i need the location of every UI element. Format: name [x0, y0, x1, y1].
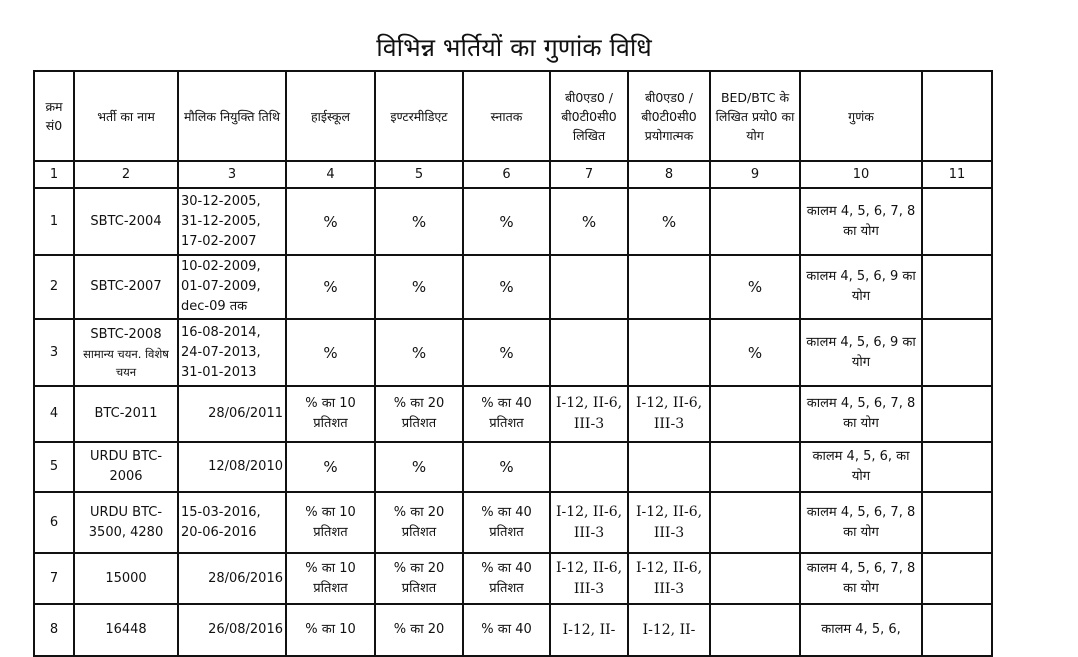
- empty-cell: [922, 319, 992, 386]
- written-cell: I-12, II-6, III-3: [550, 492, 628, 553]
- gunank-cell: कालम 4, 5, 6, 9 का योग: [800, 319, 922, 386]
- highschool-cell: % का 10 प्रतिशत: [286, 553, 375, 604]
- highschool-cell: %: [286, 188, 375, 255]
- header-cell: हाईस्कूल: [286, 71, 375, 161]
- written-cell: %: [550, 188, 628, 255]
- written-cell: [550, 255, 628, 319]
- table-row: [34, 442, 992, 492]
- practical-cell: [628, 442, 710, 492]
- column-number: 10: [800, 161, 922, 188]
- serial-cell: 5: [34, 442, 74, 492]
- sum-cell: [710, 188, 800, 255]
- date-cell: 30-12-2005, 31-12-2005, 17-02-2007: [178, 188, 286, 255]
- written-cell: I-12, II-6, III-3: [550, 553, 628, 604]
- name-cell: URDU BTC-3500, 4280: [74, 492, 178, 553]
- empty-cell: [922, 604, 992, 656]
- intermediate-cell: % का 20 प्रतिशत: [375, 553, 463, 604]
- column-number: 7: [550, 161, 628, 188]
- header-cell: क्रम सं0: [34, 71, 74, 161]
- gunank-cell: कालम 4, 5, 6, 9 का योग: [800, 255, 922, 319]
- empty-cell: [922, 553, 992, 604]
- highschool-cell: %: [286, 442, 375, 492]
- intermediate-cell: %: [375, 319, 463, 386]
- gunank-cell: कालम 4, 5, 6,: [800, 604, 922, 656]
- table-row: [34, 255, 992, 319]
- gunank-cell: कालम 4, 5, 6, 7, 8 का योग: [800, 188, 922, 255]
- page-title: विभिन्न भर्तियों का गुणांक विधि: [376, 33, 652, 62]
- graduation-cell: % का 40: [463, 604, 550, 656]
- graduation-cell: %: [463, 255, 550, 319]
- graduation-cell: %: [463, 188, 550, 255]
- date-cell: 28/06/2011: [178, 386, 286, 442]
- intermediate-cell: % का 20 प्रतिशत: [375, 492, 463, 553]
- header-cell: बी0एड0 / बी0टी0सी0 लिखित: [550, 71, 628, 161]
- gunank-cell: कालम 4, 5, 6, 7, 8 का योग: [800, 492, 922, 553]
- header-cell: गुणंक: [800, 71, 922, 161]
- sum-cell: [710, 442, 800, 492]
- header-cell: स्नातक: [463, 71, 550, 161]
- header-row: [34, 71, 992, 161]
- column-number: 4: [286, 161, 375, 188]
- column-number: 11: [922, 161, 992, 188]
- practical-cell: I-12, II-6, III-3: [628, 386, 710, 442]
- sum-cell: [710, 553, 800, 604]
- practical-cell: %: [628, 188, 710, 255]
- column-number-row: [34, 161, 992, 188]
- graduation-cell: %: [463, 442, 550, 492]
- serial-cell: 1: [34, 188, 74, 255]
- name-cell: SBTC-2007: [74, 255, 178, 319]
- gunank-cell: कालम 4, 5, 6, 7, 8 का योग: [800, 553, 922, 604]
- column-number: 9: [710, 161, 800, 188]
- sum-cell: [710, 604, 800, 656]
- written-cell: [550, 442, 628, 492]
- date-cell: 10-02-2009, 01-07-2009, dec-09 तक: [178, 255, 286, 319]
- column-number: 3: [178, 161, 286, 188]
- column-number: 8: [628, 161, 710, 188]
- name-cell: URDU BTC-2006: [74, 442, 178, 492]
- table-row: [34, 188, 992, 255]
- written-cell: I-12, II-6, III-3: [550, 386, 628, 442]
- sum-cell: [710, 386, 800, 442]
- table-row: [34, 553, 992, 604]
- empty-cell: [922, 442, 992, 492]
- serial-cell: 4: [34, 386, 74, 442]
- table-row: [34, 386, 992, 442]
- empty-cell: [922, 188, 992, 255]
- gunank-cell: कालम 4, 5, 6, 7, 8 का योग: [800, 386, 922, 442]
- table-row: [34, 319, 992, 386]
- header-cell: भर्ती का नाम: [74, 71, 178, 161]
- graduation-cell: % का 40 प्रतिशत: [463, 386, 550, 442]
- date-cell: 28/06/2016: [178, 553, 286, 604]
- sum-cell: %: [710, 255, 800, 319]
- intermediate-cell: % का 20 प्रतिशत: [375, 386, 463, 442]
- graduation-cell: % का 40 प्रतिशत: [463, 492, 550, 553]
- column-number: 5: [375, 161, 463, 188]
- intermediate-cell: %: [375, 188, 463, 255]
- serial-cell: 6: [34, 492, 74, 553]
- date-cell: 26/08/2016: [178, 604, 286, 656]
- column-number: 6: [463, 161, 550, 188]
- header-cell: बी0एड0 / बी0टी0सी0 प्रयोगात्मक: [628, 71, 710, 161]
- highschool-cell: %: [286, 319, 375, 386]
- date-cell: 15-03-2016, 20-06-2016: [178, 492, 286, 553]
- empty-cell: [922, 386, 992, 442]
- name-cell: SBTC-2004: [74, 188, 178, 255]
- name-cell: [74, 319, 178, 386]
- serial-cell: 7: [34, 553, 74, 604]
- written-cell: I-12, II-: [550, 604, 628, 656]
- practical-cell: [628, 319, 710, 386]
- sum-cell: %: [710, 319, 800, 386]
- date-cell: 16-08-2014, 24-07-2013, 31-01-2013: [178, 319, 286, 386]
- serial-cell: 2: [34, 255, 74, 319]
- name-cell: BTC-2011: [74, 386, 178, 442]
- name-cell: 16448: [74, 604, 178, 656]
- serial-cell: 3: [34, 319, 74, 386]
- intermediate-cell: % का 20: [375, 604, 463, 656]
- recruitment-name: SBTC-2008: [90, 326, 162, 342]
- empty-cell: [922, 255, 992, 319]
- column-number: 1: [34, 161, 74, 188]
- serial-cell: 8: [34, 604, 74, 656]
- intermediate-cell: %: [375, 255, 463, 319]
- recruitment-subtype: सामान्य चयन. विशेष चयन: [83, 346, 169, 379]
- highschool-cell: % का 10 प्रतिशत: [286, 386, 375, 442]
- name-cell: 15000: [74, 553, 178, 604]
- header-cell: BED/BTC के लिखित प्रयो0 का योग: [710, 71, 800, 161]
- graduation-cell: %: [463, 319, 550, 386]
- highschool-cell: %: [286, 255, 375, 319]
- practical-cell: I-12, II-6, III-3: [628, 553, 710, 604]
- intermediate-cell: %: [375, 442, 463, 492]
- gunank-cell: कालम 4, 5, 6, का योग: [800, 442, 922, 492]
- highschool-cell: % का 10: [286, 604, 375, 656]
- column-number: 2: [74, 161, 178, 188]
- written-cell: [550, 319, 628, 386]
- graduation-cell: % का 40 प्रतिशत: [463, 553, 550, 604]
- table-row: [34, 492, 992, 553]
- empty-cell: [922, 492, 992, 553]
- practical-cell: I-12, II-6, III-3: [628, 492, 710, 553]
- practical-cell: [628, 255, 710, 319]
- header-cell: [922, 71, 992, 161]
- table-row: [34, 604, 992, 656]
- sum-cell: [710, 492, 800, 553]
- date-cell: 12/08/2010: [178, 442, 286, 492]
- recruitment-merit-table: [33, 70, 993, 657]
- highschool-cell: % का 10 प्रतिशत: [286, 492, 375, 553]
- header-cell: इण्टरमीडिएट: [375, 71, 463, 161]
- practical-cell: I-12, II-: [628, 604, 710, 656]
- header-cell: मौलिक नियुक्ति तिथि: [178, 71, 286, 161]
